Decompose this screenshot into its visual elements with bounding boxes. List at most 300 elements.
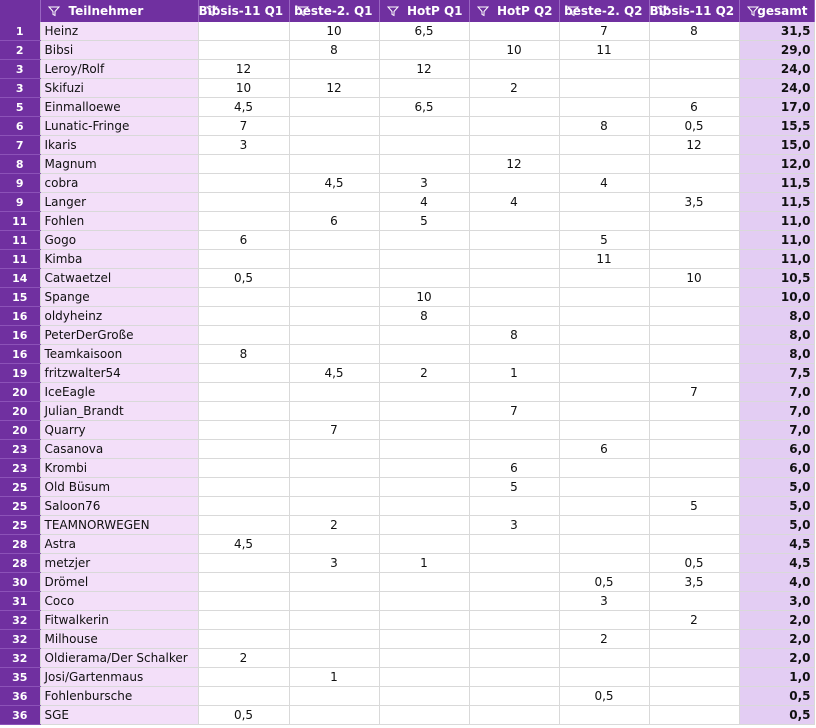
beste2-q1-cell[interactable]: 1 (289, 668, 379, 687)
header-gesamt[interactable] (739, 0, 814, 22)
beste2-q1-cell[interactable] (289, 326, 379, 345)
participant-name[interactable]: Fitwalkerin (40, 611, 198, 630)
bibsis-q2-cell[interactable] (649, 630, 739, 649)
header-hotp-q1[interactable] (379, 0, 469, 22)
bibsis-q1-cell[interactable] (198, 421, 289, 440)
hotp-q1-cell[interactable] (379, 440, 469, 459)
rank-cell[interactable]: 36 (0, 687, 40, 706)
bibsis-q2-cell[interactable] (649, 478, 739, 497)
beste2-q2-cell[interactable] (559, 402, 649, 421)
total-cell[interactable]: 24,0 (739, 79, 814, 98)
beste2-q1-cell[interactable] (289, 345, 379, 364)
total-cell[interactable]: 2,0 (739, 630, 814, 649)
beste2-q2-cell[interactable] (559, 459, 649, 478)
bibsis-q2-cell[interactable] (649, 231, 739, 250)
bibsis-q2-cell[interactable] (649, 345, 739, 364)
header-hotp-q2[interactable] (469, 0, 559, 22)
total-cell[interactable]: 7,0 (739, 383, 814, 402)
beste2-q2-cell[interactable] (559, 478, 649, 497)
participant-name[interactable]: PeterDerGroße (40, 326, 198, 345)
hotp-q1-cell[interactable] (379, 41, 469, 60)
hotp-q2-cell[interactable] (469, 231, 559, 250)
bibsis-q2-cell[interactable] (649, 326, 739, 345)
hotp-q2-cell[interactable] (469, 174, 559, 193)
bibsis-q1-cell[interactable]: 0,5 (198, 269, 289, 288)
hotp-q2-cell[interactable] (469, 212, 559, 231)
bibsis-q1-cell[interactable] (198, 611, 289, 630)
beste2-q1-cell[interactable] (289, 573, 379, 592)
beste2-q2-cell[interactable] (559, 212, 649, 231)
beste2-q1-cell[interactable]: 2 (289, 516, 379, 535)
beste2-q1-cell[interactable] (289, 535, 379, 554)
total-cell[interactable]: 6,0 (739, 459, 814, 478)
bibsis-q1-cell[interactable]: 4,5 (198, 535, 289, 554)
filter-icon[interactable] (387, 5, 399, 17)
hotp-q2-cell[interactable] (469, 649, 559, 668)
hotp-q1-cell[interactable] (379, 155, 469, 174)
hotp-q2-cell[interactable]: 12 (469, 155, 559, 174)
beste2-q2-cell[interactable] (559, 60, 649, 79)
bibsis-q1-cell[interactable] (198, 687, 289, 706)
participant-name[interactable]: Heinz (40, 22, 198, 41)
beste2-q1-cell[interactable] (289, 611, 379, 630)
participant-name[interactable]: Krombi (40, 459, 198, 478)
beste2-q2-cell[interactable] (559, 288, 649, 307)
bibsis-q2-cell[interactable]: 12 (649, 136, 739, 155)
beste2-q1-cell[interactable] (289, 649, 379, 668)
hotp-q1-cell[interactable] (379, 345, 469, 364)
participant-name[interactable]: Langer (40, 193, 198, 212)
bibsis-q2-cell[interactable] (649, 706, 739, 725)
beste2-q2-cell[interactable]: 3 (559, 592, 649, 611)
rank-cell[interactable]: 9 (0, 193, 40, 212)
header-bibsis-q1[interactable] (198, 0, 289, 22)
total-cell[interactable]: 4,5 (739, 554, 814, 573)
beste2-q2-cell[interactable]: 11 (559, 250, 649, 269)
beste2-q2-cell[interactable] (559, 193, 649, 212)
hotp-q1-cell[interactable] (379, 478, 469, 497)
filter-icon[interactable] (747, 5, 759, 17)
bibsis-q2-cell[interactable] (649, 250, 739, 269)
participant-name[interactable]: Ikaris (40, 136, 198, 155)
total-cell[interactable]: 17,0 (739, 98, 814, 117)
rank-cell[interactable]: 31 (0, 592, 40, 611)
hotp-q2-cell[interactable]: 1 (469, 364, 559, 383)
beste2-q1-cell[interactable] (289, 592, 379, 611)
bibsis-q2-cell[interactable] (649, 155, 739, 174)
hotp-q1-cell[interactable] (379, 326, 469, 345)
participant-name[interactable]: Josi/Gartenmaus (40, 668, 198, 687)
hotp-q2-cell[interactable] (469, 307, 559, 326)
rank-cell[interactable]: 9 (0, 174, 40, 193)
bibsis-q1-cell[interactable] (198, 440, 289, 459)
beste2-q1-cell[interactable] (289, 136, 379, 155)
bibsis-q2-cell[interactable]: 3,5 (649, 573, 739, 592)
hotp-q2-cell[interactable] (469, 22, 559, 41)
rank-cell[interactable]: 23 (0, 440, 40, 459)
hotp-q2-cell[interactable] (469, 668, 559, 687)
hotp-q2-cell[interactable]: 4 (469, 193, 559, 212)
participant-name[interactable]: Magnum (40, 155, 198, 174)
beste2-q1-cell[interactable] (289, 117, 379, 136)
hotp-q2-cell[interactable] (469, 345, 559, 364)
rank-cell[interactable]: 11 (0, 250, 40, 269)
hotp-q1-cell[interactable] (379, 687, 469, 706)
rank-cell[interactable]: 8 (0, 155, 40, 174)
bibsis-q2-cell[interactable]: 2 (649, 611, 739, 630)
total-cell[interactable]: 8,0 (739, 345, 814, 364)
header-beste2-q1[interactable] (289, 0, 379, 22)
total-cell[interactable]: 15,0 (739, 136, 814, 155)
beste2-q1-cell[interactable] (289, 250, 379, 269)
beste2-q1-cell[interactable] (289, 687, 379, 706)
beste2-q1-cell[interactable]: 4,5 (289, 174, 379, 193)
participant-name[interactable]: Milhouse (40, 630, 198, 649)
bibsis-q1-cell[interactable] (198, 478, 289, 497)
hotp-q2-cell[interactable] (469, 60, 559, 79)
participant-name[interactable]: TEAMNORWEGEN (40, 516, 198, 535)
bibsis-q1-cell[interactable] (198, 307, 289, 326)
bibsis-q2-cell[interactable]: 10 (649, 269, 739, 288)
bibsis-q1-cell[interactable] (198, 630, 289, 649)
filter-icon[interactable] (48, 5, 60, 17)
hotp-q2-cell[interactable] (469, 288, 559, 307)
bibsis-q2-cell[interactable] (649, 364, 739, 383)
hotp-q1-cell[interactable]: 2 (379, 364, 469, 383)
total-cell[interactable]: 0,5 (739, 706, 814, 725)
participant-name[interactable]: Drömel (40, 573, 198, 592)
bibsis-q2-cell[interactable] (649, 668, 739, 687)
hotp-q1-cell[interactable] (379, 516, 469, 535)
hotp-q1-cell[interactable]: 3 (379, 174, 469, 193)
hotp-q1-cell[interactable] (379, 535, 469, 554)
hotp-q1-cell[interactable] (379, 573, 469, 592)
hotp-q1-cell[interactable] (379, 611, 469, 630)
bibsis-q1-cell[interactable] (198, 497, 289, 516)
hotp-q2-cell[interactable] (469, 497, 559, 516)
participant-name[interactable]: Einmalloewe (40, 98, 198, 117)
beste2-q1-cell[interactable] (289, 478, 379, 497)
bibsis-q1-cell[interactable] (198, 516, 289, 535)
beste2-q1-cell[interactable]: 3 (289, 554, 379, 573)
hotp-q2-cell[interactable] (469, 421, 559, 440)
bibsis-q1-cell[interactable] (198, 155, 289, 174)
participant-name[interactable]: Gogo (40, 231, 198, 250)
hotp-q1-cell[interactable]: 8 (379, 307, 469, 326)
participant-name[interactable]: metzjer (40, 554, 198, 573)
rank-cell[interactable]: 35 (0, 668, 40, 687)
bibsis-q2-cell[interactable]: 7 (649, 383, 739, 402)
rank-cell[interactable]: 1 (0, 22, 40, 41)
beste2-q1-cell[interactable]: 4,5 (289, 364, 379, 383)
filter-icon[interactable] (297, 5, 309, 17)
beste2-q2-cell[interactable] (559, 307, 649, 326)
bibsis-q1-cell[interactable] (198, 364, 289, 383)
header-teilnehmer[interactable] (40, 0, 198, 22)
hotp-q1-cell[interactable]: 4 (379, 193, 469, 212)
total-cell[interactable]: 5,0 (739, 478, 814, 497)
total-cell[interactable]: 7,5 (739, 364, 814, 383)
beste2-q2-cell[interactable]: 6 (559, 440, 649, 459)
beste2-q2-cell[interactable]: 8 (559, 117, 649, 136)
bibsis-q2-cell[interactable] (649, 535, 739, 554)
bibsis-q2-cell[interactable] (649, 79, 739, 98)
participant-name[interactable]: Oldierama/Der Schalker (40, 649, 198, 668)
bibsis-q1-cell[interactable] (198, 554, 289, 573)
total-cell[interactable]: 2,0 (739, 611, 814, 630)
beste2-q1-cell[interactable] (289, 630, 379, 649)
hotp-q1-cell[interactable] (379, 269, 469, 288)
hotp-q1-cell[interactable]: 10 (379, 288, 469, 307)
beste2-q2-cell[interactable]: 5 (559, 231, 649, 250)
rank-cell[interactable]: 6 (0, 117, 40, 136)
total-cell[interactable]: 7,0 (739, 421, 814, 440)
hotp-q1-cell[interactable] (379, 706, 469, 725)
participant-name[interactable]: Skifuzi (40, 79, 198, 98)
participant-name[interactable]: Teamkaisoon (40, 345, 198, 364)
filter-icon[interactable] (206, 5, 218, 17)
participant-name[interactable]: Kimba (40, 250, 198, 269)
bibsis-q1-cell[interactable]: 7 (198, 117, 289, 136)
bibsis-q1-cell[interactable] (198, 326, 289, 345)
beste2-q2-cell[interactable]: 2 (559, 630, 649, 649)
participant-name[interactable]: Leroy/Rolf (40, 60, 198, 79)
hotp-q2-cell[interactable]: 10 (469, 41, 559, 60)
bibsis-q2-cell[interactable]: 5 (649, 497, 739, 516)
participant-name[interactable]: SGE (40, 706, 198, 725)
rank-cell[interactable]: 16 (0, 345, 40, 364)
hotp-q2-cell[interactable] (469, 573, 559, 592)
beste2-q1-cell[interactable] (289, 60, 379, 79)
participant-name[interactable]: Catwaetzel (40, 269, 198, 288)
bibsis-q2-cell[interactable] (649, 60, 739, 79)
total-cell[interactable]: 10,0 (739, 288, 814, 307)
hotp-q1-cell[interactable] (379, 231, 469, 250)
rank-cell[interactable]: 32 (0, 611, 40, 630)
hotp-q1-cell[interactable] (379, 459, 469, 478)
rank-cell[interactable]: 30 (0, 573, 40, 592)
participant-name[interactable]: oldyheinz (40, 307, 198, 326)
header-bibsis-q2[interactable] (649, 0, 739, 22)
beste2-q2-cell[interactable]: 11 (559, 41, 649, 60)
beste2-q2-cell[interactable] (559, 706, 649, 725)
rank-cell[interactable]: 11 (0, 231, 40, 250)
bibsis-q2-cell[interactable] (649, 41, 739, 60)
bibsis-q2-cell[interactable]: 0,5 (649, 117, 739, 136)
hotp-q2-cell[interactable] (469, 706, 559, 725)
participant-name[interactable]: Casanova (40, 440, 198, 459)
total-cell[interactable]: 29,0 (739, 41, 814, 60)
hotp-q1-cell[interactable] (379, 668, 469, 687)
beste2-q2-cell[interactable] (559, 364, 649, 383)
beste2-q1-cell[interactable] (289, 383, 379, 402)
rank-cell[interactable]: 14 (0, 269, 40, 288)
rank-cell[interactable]: 11 (0, 212, 40, 231)
total-cell[interactable]: 15,5 (739, 117, 814, 136)
beste2-q1-cell[interactable] (289, 155, 379, 174)
bibsis-q2-cell[interactable] (649, 687, 739, 706)
hotp-q1-cell[interactable] (379, 649, 469, 668)
total-cell[interactable]: 1,0 (739, 668, 814, 687)
participant-name[interactable]: Quarry (40, 421, 198, 440)
hotp-q1-cell[interactable]: 1 (379, 554, 469, 573)
rank-cell[interactable]: 3 (0, 79, 40, 98)
hotp-q2-cell[interactable] (469, 687, 559, 706)
rank-cell[interactable]: 25 (0, 516, 40, 535)
bibsis-q2-cell[interactable] (649, 288, 739, 307)
beste2-q1-cell[interactable]: 10 (289, 22, 379, 41)
total-cell[interactable]: 6,0 (739, 440, 814, 459)
rank-cell[interactable]: 32 (0, 649, 40, 668)
bibsis-q2-cell[interactable] (649, 459, 739, 478)
participant-name[interactable]: Spange (40, 288, 198, 307)
beste2-q2-cell[interactable] (559, 535, 649, 554)
rank-cell[interactable]: 32 (0, 630, 40, 649)
participant-name[interactable]: Coco (40, 592, 198, 611)
total-cell[interactable]: 4,0 (739, 573, 814, 592)
bibsis-q1-cell[interactable]: 8 (198, 345, 289, 364)
participant-name[interactable]: Julian_Brandt (40, 402, 198, 421)
bibsis-q2-cell[interactable]: 0,5 (649, 554, 739, 573)
hotp-q2-cell[interactable] (469, 136, 559, 155)
beste2-q1-cell[interactable] (289, 98, 379, 117)
filter-icon[interactable] (657, 5, 669, 17)
bibsis-q1-cell[interactable] (198, 459, 289, 478)
hotp-q2-cell[interactable] (469, 554, 559, 573)
total-cell[interactable]: 10,5 (739, 269, 814, 288)
rank-cell[interactable]: 19 (0, 364, 40, 383)
hotp-q1-cell[interactable] (379, 421, 469, 440)
beste2-q1-cell[interactable] (289, 459, 379, 478)
beste2-q2-cell[interactable] (559, 269, 649, 288)
hotp-q1-cell[interactable] (379, 250, 469, 269)
bibsis-q1-cell[interactable] (198, 22, 289, 41)
total-cell[interactable]: 11,0 (739, 250, 814, 269)
hotp-q2-cell[interactable] (469, 440, 559, 459)
bibsis-q1-cell[interactable]: 12 (198, 60, 289, 79)
rank-cell[interactable]: 16 (0, 307, 40, 326)
total-cell[interactable]: 5,0 (739, 497, 814, 516)
total-cell[interactable]: 0,5 (739, 687, 814, 706)
hotp-q2-cell[interactable]: 3 (469, 516, 559, 535)
total-cell[interactable]: 5,0 (739, 516, 814, 535)
total-cell[interactable]: 11,0 (739, 212, 814, 231)
hotp-q1-cell[interactable] (379, 383, 469, 402)
beste2-q1-cell[interactable] (289, 402, 379, 421)
bibsis-q2-cell[interactable] (649, 402, 739, 421)
beste2-q1-cell[interactable]: 6 (289, 212, 379, 231)
total-cell[interactable]: 2,0 (739, 649, 814, 668)
hotp-q1-cell[interactable] (379, 592, 469, 611)
bibsis-q2-cell[interactable]: 8 (649, 22, 739, 41)
hotp-q2-cell[interactable]: 5 (469, 478, 559, 497)
bibsis-q2-cell[interactable] (649, 212, 739, 231)
participant-name[interactable]: IceEagle (40, 383, 198, 402)
total-cell[interactable]: 12,0 (739, 155, 814, 174)
hotp-q2-cell[interactable]: 6 (469, 459, 559, 478)
total-cell[interactable]: 3,0 (739, 592, 814, 611)
bibsis-q1-cell[interactable] (198, 592, 289, 611)
rank-cell[interactable]: 20 (0, 383, 40, 402)
total-cell[interactable]: 11,5 (739, 174, 814, 193)
beste2-q2-cell[interactable] (559, 649, 649, 668)
bibsis-q1-cell[interactable] (198, 41, 289, 60)
hotp-q2-cell[interactable] (469, 98, 559, 117)
beste2-q1-cell[interactable] (289, 193, 379, 212)
beste2-q1-cell[interactable] (289, 269, 379, 288)
bibsis-q2-cell[interactable] (649, 592, 739, 611)
rank-cell[interactable]: 25 (0, 478, 40, 497)
beste2-q1-cell[interactable]: 7 (289, 421, 379, 440)
hotp-q2-cell[interactable] (469, 611, 559, 630)
beste2-q2-cell[interactable] (559, 554, 649, 573)
beste2-q2-cell[interactable] (559, 516, 649, 535)
hotp-q2-cell[interactable] (469, 535, 559, 554)
bibsis-q1-cell[interactable] (198, 193, 289, 212)
total-cell[interactable]: 31,5 (739, 22, 814, 41)
beste2-q2-cell[interactable]: 0,5 (559, 573, 649, 592)
bibsis-q1-cell[interactable] (198, 668, 289, 687)
beste2-q2-cell[interactable]: 4 (559, 174, 649, 193)
bibsis-q1-cell[interactable] (198, 383, 289, 402)
beste2-q2-cell[interactable]: 7 (559, 22, 649, 41)
bibsis-q1-cell[interactable] (198, 402, 289, 421)
hotp-q2-cell[interactable]: 8 (469, 326, 559, 345)
beste2-q2-cell[interactable] (559, 155, 649, 174)
beste2-q2-cell[interactable] (559, 497, 649, 516)
hotp-q1-cell[interactable] (379, 402, 469, 421)
filter-icon[interactable] (567, 5, 579, 17)
rank-cell[interactable]: 2 (0, 41, 40, 60)
bibsis-q2-cell[interactable] (649, 174, 739, 193)
participant-name[interactable]: Fohlenbursche (40, 687, 198, 706)
beste2-q2-cell[interactable] (559, 345, 649, 364)
beste2-q1-cell[interactable] (289, 440, 379, 459)
rank-cell[interactable]: 25 (0, 497, 40, 516)
total-cell[interactable]: 8,0 (739, 326, 814, 345)
hotp-q1-cell[interactable]: 6,5 (379, 22, 469, 41)
total-cell[interactable]: 7,0 (739, 402, 814, 421)
bibsis-q1-cell[interactable] (198, 573, 289, 592)
total-cell[interactable]: 24,0 (739, 60, 814, 79)
bibsis-q1-cell[interactable]: 6 (198, 231, 289, 250)
bibsis-q1-cell[interactable]: 2 (198, 649, 289, 668)
beste2-q2-cell[interactable]: 0,5 (559, 687, 649, 706)
beste2-q2-cell[interactable] (559, 326, 649, 345)
beste2-q1-cell[interactable] (289, 307, 379, 326)
bibsis-q1-cell[interactable] (198, 250, 289, 269)
beste2-q2-cell[interactable] (559, 79, 649, 98)
hotp-q2-cell[interactable] (469, 383, 559, 402)
participant-name[interactable]: Old Büsum (40, 478, 198, 497)
participant-name[interactable]: Bibsi (40, 41, 198, 60)
beste2-q2-cell[interactable] (559, 668, 649, 687)
rank-cell[interactable]: 7 (0, 136, 40, 155)
rank-cell[interactable]: 20 (0, 402, 40, 421)
hotp-q1-cell[interactable] (379, 79, 469, 98)
beste2-q2-cell[interactable] (559, 421, 649, 440)
beste2-q1-cell[interactable] (289, 497, 379, 516)
beste2-q1-cell[interactable]: 8 (289, 41, 379, 60)
beste2-q1-cell[interactable] (289, 288, 379, 307)
hotp-q2-cell[interactable] (469, 117, 559, 136)
bibsis-q2-cell[interactable]: 3,5 (649, 193, 739, 212)
hotp-q1-cell[interactable] (379, 117, 469, 136)
beste2-q2-cell[interactable] (559, 98, 649, 117)
beste2-q1-cell[interactable]: 12 (289, 79, 379, 98)
bibsis-q1-cell[interactable] (198, 212, 289, 231)
rank-cell[interactable]: 3 (0, 60, 40, 79)
